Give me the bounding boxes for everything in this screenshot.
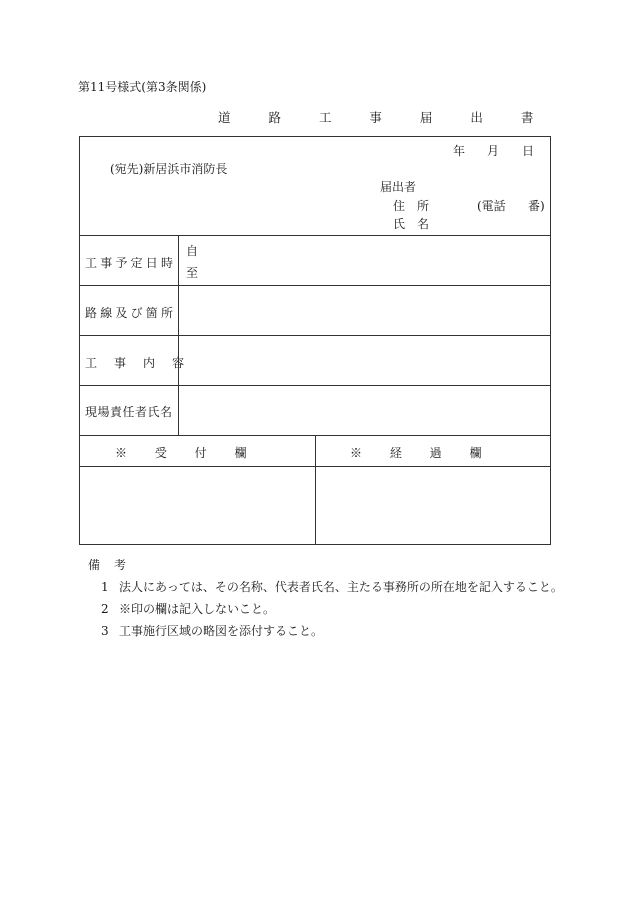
progress-column-header: ※ 経 過 欄 xyxy=(350,446,494,460)
remark-item xyxy=(101,600,275,617)
phone-open-label: (電話 xyxy=(477,199,506,213)
row-divider xyxy=(79,235,551,236)
route-label: 路線及び箇所 xyxy=(85,306,177,320)
document-title: 道 路 工 事 届 出 書 xyxy=(218,110,551,125)
remark-text: 法人にあっては、その名称、代表者氏名、主たる事務所の所在地を記入すること。 xyxy=(119,580,563,594)
row-divider xyxy=(79,335,551,336)
addressee: (宛先)新居浜市消防長 xyxy=(110,162,228,176)
supervisor-label: 現場責任者氏名 xyxy=(85,405,173,419)
remark-number: 1 xyxy=(101,580,109,594)
row-divider xyxy=(79,285,551,286)
content-label: 工事内容 xyxy=(85,356,202,370)
remarks-title: 備考 xyxy=(88,558,141,572)
date-year-label: 年 xyxy=(453,144,466,158)
date-day-label: 日 xyxy=(522,144,535,158)
remark-item xyxy=(101,578,563,595)
address-label: 住 所 xyxy=(393,199,430,213)
applicant-label: 届出者 xyxy=(380,180,417,194)
phone-close-label: 番) xyxy=(528,199,545,213)
row-divider xyxy=(79,385,551,386)
name-label: 氏 名 xyxy=(393,217,430,231)
form-number: 第11号様式(第3条関係) xyxy=(78,80,207,94)
label-column-divider xyxy=(178,235,179,435)
remark-text: ※印の欄は記入しないこと。 xyxy=(119,602,276,616)
date-month-label: 月 xyxy=(487,144,500,158)
remark-item xyxy=(101,622,323,639)
schedule-from-label: 自 xyxy=(186,244,199,258)
remark-number: 3 xyxy=(101,624,109,638)
receipt-column-divider xyxy=(315,435,316,545)
schedule-label: 工事予定日時 xyxy=(85,256,177,270)
reception-column-header: ※ 受 付 欄 xyxy=(115,446,259,460)
remark-text: 工事施行区域の略図を添付すること。 xyxy=(119,624,324,638)
remark-number: 2 xyxy=(101,602,109,616)
schedule-to-label: 至 xyxy=(186,266,199,280)
